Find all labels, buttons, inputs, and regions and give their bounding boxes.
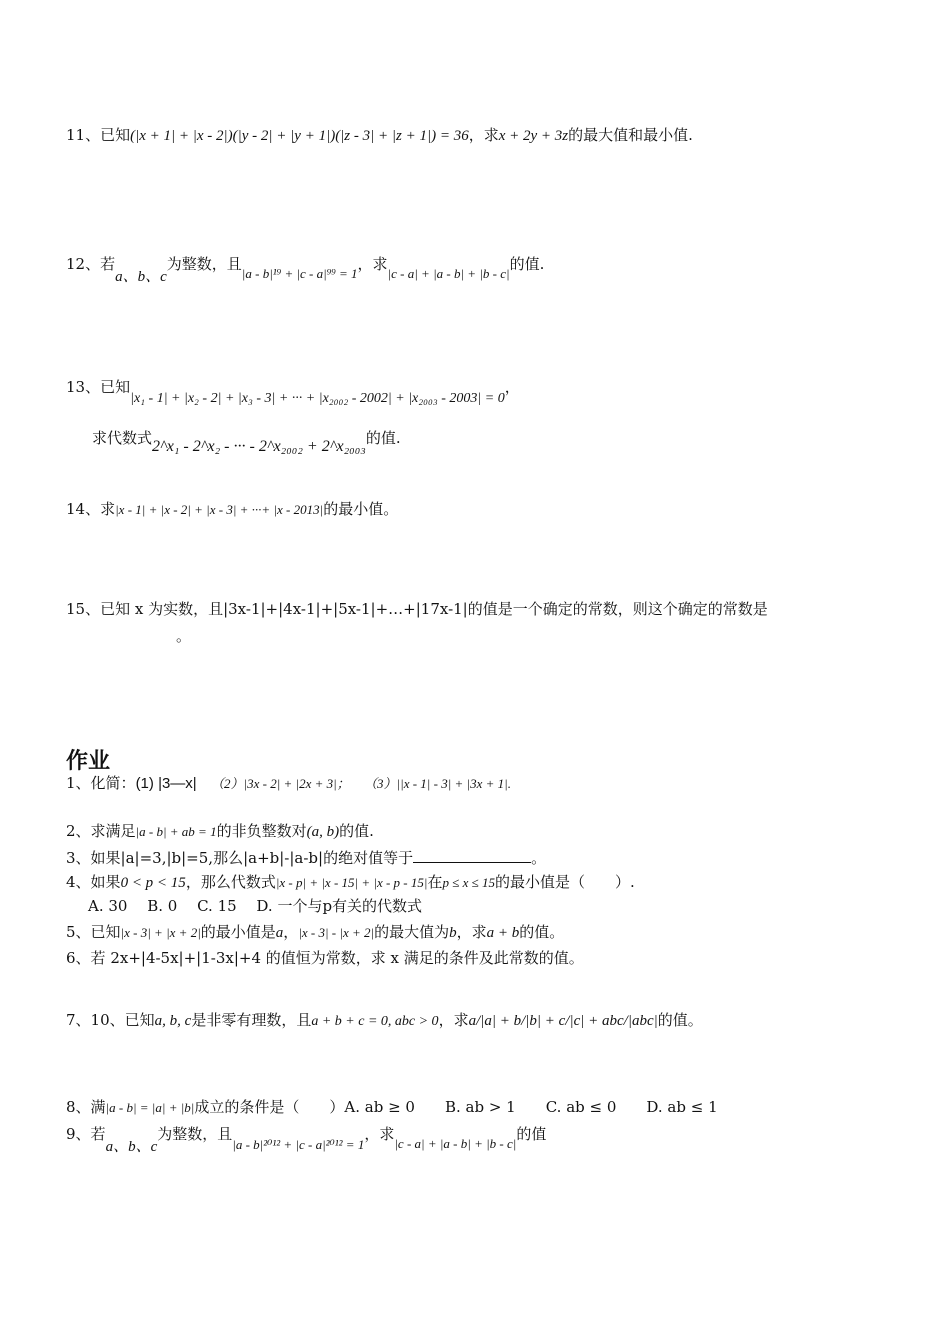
- variables: a、b、c: [115, 269, 167, 285]
- math-expression: 2^x₁ - 2^x₂ - ··· - 2^x₂₀₀₂ + 2^x₂₀₀₃: [152, 438, 366, 455]
- math-expression: |c - a| + |a - b| + |b - c|: [387, 266, 510, 281]
- homework-2: 2、求满足|a - b| + ab = 1的非负整数对(a, b)的值.: [66, 822, 374, 840]
- problem-number: 13、: [66, 378, 101, 396]
- problem-number: 4、: [66, 873, 91, 891]
- problem-number: 11、: [66, 126, 101, 144]
- problem-number: 9、: [66, 1125, 91, 1143]
- problem-13: 13、已知|x₁ - 1| + |x₂ - 2| + |x₃ - 3| + ··· + |x₂₀₀₂ - 2002| + |x₂₀₀₃ - 2003| = 0，: [66, 378, 520, 406]
- problem-15: 15、已知 x 为实数，且|3x-1|+|4x-1|+|5x-1|+…+|17x-1|的值是一个确定的常数，则这个确定的常数是: [66, 600, 768, 618]
- problem-15-line2: 。: [176, 627, 192, 645]
- math-expression: |x₁ - 1| + |x₂ - 2| + |x₃ - 3| + ··· + |x₂₀₀₂ - 2002| + |x₂₀₀₃ - 2003| = 0: [130, 391, 505, 406]
- math-expression: |x - 1| + |x - 2| + |x - 3| + ···+ |x - 2013|: [115, 502, 324, 517]
- homework-9: 9、若a、b、c为整数，且|a - b|²⁰¹² + |c - a|²⁰¹² = 1，求|c - a| + |a - b| + |b - c|的值: [66, 1125, 547, 1155]
- problem-number: 7、10、: [66, 1011, 125, 1029]
- math-expression: |x - p| + |x - 15| + |x - p - 15|: [275, 875, 428, 890]
- problem-number: 5、: [66, 923, 91, 941]
- homework-3: 3、如果|a|=3,|b|=5,那么|a+b|-|a-b|的绝对值等于 。: [66, 849, 547, 867]
- variables: a、b、c: [105, 1139, 158, 1155]
- problem-number: 8、: [66, 1098, 91, 1116]
- homework-heading: 作业: [66, 749, 111, 774]
- math-expression: |a - b| + ab = 1: [135, 824, 217, 839]
- problem-number: 15、: [66, 600, 101, 618]
- math-expression: |a - b|¹⁹ + |c - a|⁹⁹ = 1: [241, 266, 358, 281]
- math-expression: |c - a| + |a - b| + |b - c|: [394, 1136, 517, 1151]
- problem-number: 6、: [66, 949, 91, 967]
- homework-7: 7、10、已知a, b, c是非零有理数，且a + b + c = 0, abc > 0，求a/|a| + b/|b| + c/|c| + abc/|abc|的值。: [66, 1011, 703, 1029]
- homework-8: 8、满|a - b| = |a| + |b|成立的条件是（ ）A. ab ≥ 0 B. ab > 1 C. ab ≤ 0 D. ab ≤ 1: [66, 1098, 718, 1116]
- homework-4-options: A. 30 B. 0 C. 15 D. 一个与p有关的代数式: [88, 897, 423, 915]
- problem-12: 12、若a、b、c为整数，且|a - b|¹⁹ + |c - a|⁹⁹ = 1，求|c - a| + |a - b| + |b - c|的值.: [66, 255, 545, 285]
- problem-number: 2、: [66, 822, 91, 840]
- math-expression: (a, b): [306, 824, 340, 840]
- answer-blank[interactable]: [413, 848, 531, 863]
- homework-4: 4、如果0 < p < 15，那么代数式|x - p| + |x - 15| + |x - p - 15|在p ≤ x ≤ 15的最小值是（ ）.: [66, 873, 635, 891]
- math-expression: x + 2y + 3z: [498, 128, 569, 144]
- problem-number: 3、: [66, 849, 91, 867]
- problem-13-line2: 求代数式2^x₁ - 2^x₂ - ··· - 2^x₂₀₀₂ + 2^x₂₀₀₃的值.: [92, 429, 401, 455]
- math-expression: |a - b|²⁰¹² + |c - a|²⁰¹² = 1: [232, 1137, 365, 1152]
- homework-1: 1、化简：(1) |3—x| （2）|3x - 2| + |2x + 3|； （3）||x - 1| - 3| + |3x + 1|.: [66, 774, 511, 792]
- problem-number: 1、: [66, 774, 91, 792]
- math-expression: a/|a| + b/|b| + c/|c| + abc/|abc|: [468, 1013, 658, 1029]
- math-expression: (|x + 1| + |x - 2|)(|y - 2| + |y + 1|)(|z - 3| + |z + 1|) = 36: [130, 128, 469, 144]
- homework-5: 5、已知|x - 3| + |x + 2|的最小值是a，|x - 3| - |x + 2|的最大值为b，求a + b的值。: [66, 923, 565, 941]
- problem-14: 14、求|x - 1| + |x - 2| + |x - 3| + ···+ |x - 2013|的最小值。: [66, 500, 399, 518]
- homework-6: 6、若 2x+|4-5x|+|1-3x|+4 的值恒为常数，求 x 满足的条件及此常数的值。: [66, 949, 584, 967]
- problem-number: 12、: [66, 255, 101, 273]
- problem-number: 14、: [66, 500, 101, 518]
- problem-11: 11、已知(|x + 1| + |x - 2|)(|y - 2| + |y + 1|)(|z - 3| + |z + 1|) = 36，求x + 2y + 3z的最大值和最小值.: [66, 126, 693, 144]
